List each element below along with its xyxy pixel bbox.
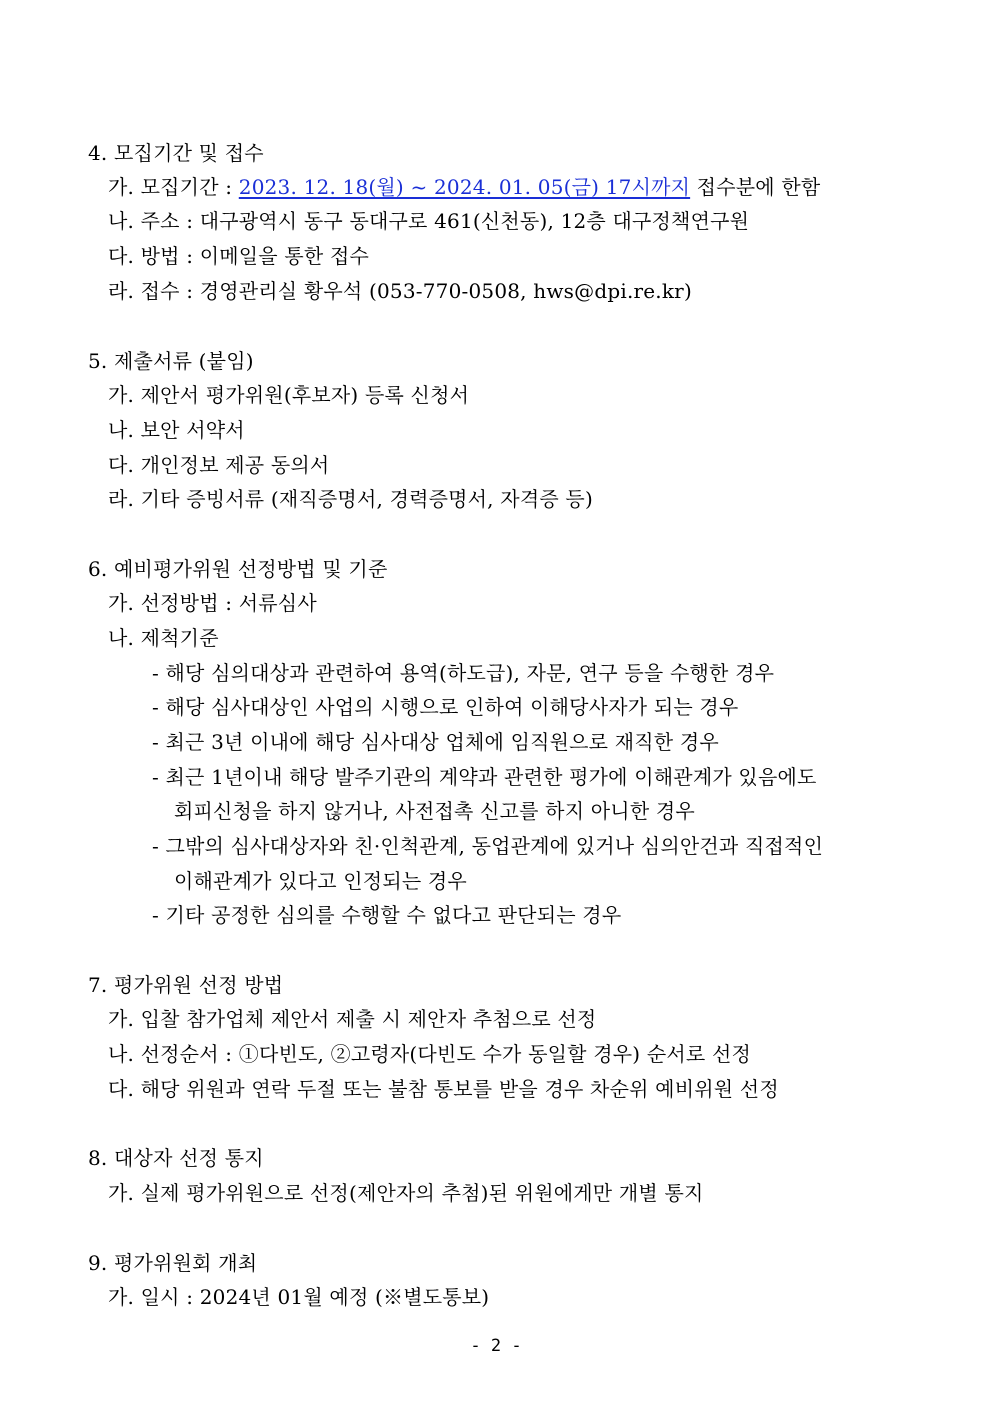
section-9-heading: 9. 평가위원회 개최: [88, 1251, 258, 1275]
section-4-item-b: 나. 주소 : 대구광역시 동구 동대구로 461(신천동), 12층 대구정책연구원: [108, 209, 750, 233]
section-6-item-b: 나. 제척기준: [108, 626, 219, 650]
page-number: - 2 -: [470, 1336, 522, 1356]
section-6-item-a: 가. 선정방법 : 서류심사: [108, 591, 317, 615]
exclusion-criterion: - 그밖의 심사대상자와 친·인척관계, 동업관계에 있거나 심의안건과 직접적인: [152, 834, 824, 858]
exclusion-criterion: - 최근 1년이내 해당 발주기관의 계약과 관련한 평가에 이해관계가 있음에도: [152, 765, 817, 789]
section-4-item-a-prefix: 가. 모집기간 :: [108, 175, 239, 199]
section-5-item: 나. 보안 서약서: [108, 418, 245, 442]
section-9-item: 가. 일시 : 2024년 01월 예정 (※별도통보): [108, 1285, 490, 1309]
section-7-item: 나. 선정순서 : ①다빈도, ②고령자(다빈도 수가 동일할 경우) 순서로 선정: [108, 1042, 751, 1066]
section-5-item: 다. 개인정보 제공 동의서: [108, 453, 330, 477]
section-5-item: 가. 제안서 평가위원(후보자) 등록 신청서: [108, 383, 470, 407]
section-5-item: 라. 기타 증빙서류 (재직증명서, 경력증명서, 자격증 등): [108, 487, 593, 511]
section-7-item: 다. 해당 위원과 연락 두절 또는 불참 통보를 받을 경우 차순위 예비위원 선정: [108, 1077, 779, 1101]
exclusion-criterion-continued: 회피신청을 하지 않거나, 사전접촉 신고를 하지 아니한 경우: [174, 799, 695, 823]
exclusion-criterion: - 기타 공정한 심의를 수행할 수 없다고 판단되는 경우: [152, 903, 622, 927]
section-8-heading: 8. 대상자 선정 통지: [88, 1146, 264, 1170]
exclusion-criterion: - 최근 3년 이내에 해당 심사대상 업체에 임직원으로 재직한 경우: [152, 730, 719, 754]
section-4-heading: 4. 모집기간 및 접수: [88, 141, 264, 165]
section-7-item: 가. 입찰 참가업체 제안서 제출 시 제안자 추첨으로 선정: [108, 1007, 597, 1031]
section-5-heading: 5. 제출서류 (붙임): [88, 349, 254, 373]
section-7-heading: 7. 평가위원 선정 방법: [88, 973, 284, 997]
section-4-item-c: 다. 방법 : 이메일을 통한 접수: [108, 244, 370, 268]
exclusion-criterion: - 해당 심의대상과 관련하여 용역(하도급), 자문, 연구 등을 수행한 경우: [152, 661, 775, 685]
exclusion-criterion-continued: 이해관계가 있다고 인정되는 경우: [174, 869, 467, 893]
section-4-item-a: [108, 174, 820, 200]
section-4-item-a-suffix: 접수분에 한함: [690, 175, 821, 199]
section-4-item-d: 라. 접수 : 경영관리실 황우석 (053-770-0508, hws@dpi.re.kr): [108, 279, 692, 303]
recruitment-period-highlight: 2023. 12. 18(월) ~ 2024. 01. 05(금) 17시까지: [238, 175, 691, 199]
section-8-item: 가. 실제 평가위원으로 선정(제안자의 추첨)된 위원에게만 개별 통지: [108, 1181, 704, 1205]
section-6-heading: 6. 예비평가위원 선정방법 및 기준: [88, 557, 388, 581]
exclusion-criterion: - 해당 심사대상인 사업의 시행으로 인하여 이해당사자가 되는 경우: [152, 695, 739, 719]
